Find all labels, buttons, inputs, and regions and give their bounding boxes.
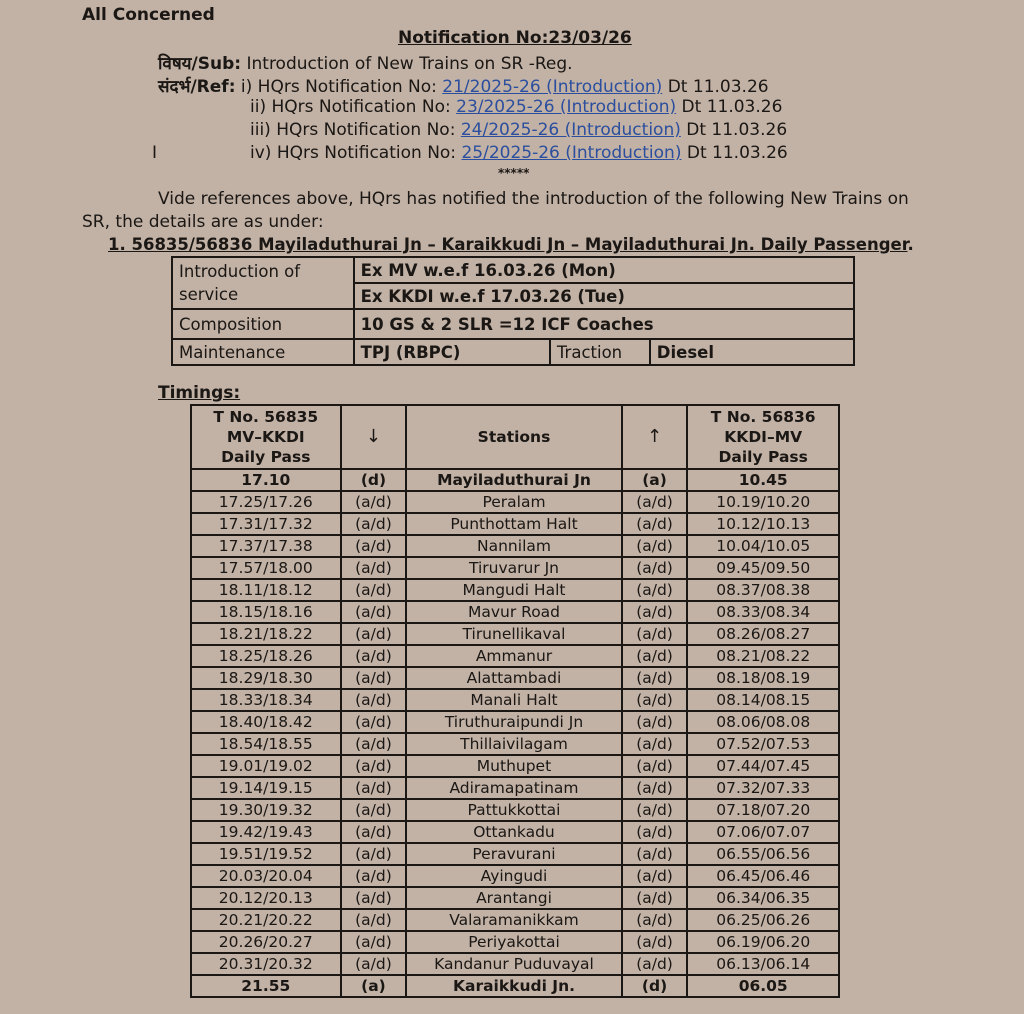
down-time: 19.14/19.15 xyxy=(191,777,341,799)
down-code: (a/d) xyxy=(341,931,407,953)
ref-line-1 xyxy=(158,74,769,97)
down-code: (a/d) xyxy=(341,953,407,975)
up-code: (a/d) xyxy=(622,931,688,953)
up-time: 10.45 xyxy=(687,469,839,491)
up-arrow-icon: ↑ xyxy=(622,405,688,469)
maintenance-value: TPJ (RBPC) xyxy=(354,339,550,365)
traction-value: Diesel xyxy=(650,339,854,365)
table-row xyxy=(191,953,839,975)
up-time: 08.26/08.27 xyxy=(687,623,839,645)
composition-value: 10 GS & 2 SLR =12 ICF Coaches xyxy=(354,309,854,339)
separator-stars: ***** xyxy=(498,166,530,180)
down-time: 20.21/20.22 xyxy=(191,909,341,931)
down-code: (a) xyxy=(341,975,407,997)
down-time: 21.55 xyxy=(191,975,341,997)
down-time: 20.31/20.32 xyxy=(191,953,341,975)
table-row xyxy=(191,821,839,843)
ref-label: संदर्भ/Ref: xyxy=(158,77,236,97)
up-time: 08.14/08.15 xyxy=(687,689,839,711)
up-time: 08.06/08.08 xyxy=(687,711,839,733)
down-code: (a/d) xyxy=(341,755,407,777)
subject-label: विषय/Sub: xyxy=(158,54,242,74)
station-name: Mavur Road xyxy=(406,601,621,623)
ref-num: iii) xyxy=(250,120,271,140)
table-row xyxy=(191,601,839,623)
table-row xyxy=(191,931,839,953)
station-name: Kandanur Puduvayal xyxy=(406,953,621,975)
train-title-end: . xyxy=(907,235,914,254)
up-time: 07.32/07.33 xyxy=(687,777,839,799)
up-time: 06.13/06.14 xyxy=(687,953,839,975)
table-row xyxy=(191,579,839,601)
down-code: (a/d) xyxy=(341,513,407,535)
up-code: (a/d) xyxy=(622,601,688,623)
down-code: (a/d) xyxy=(341,601,407,623)
station-name: Thillaivilagam xyxy=(406,733,621,755)
down-code: (a/d) xyxy=(341,689,407,711)
down-time: 17.10 xyxy=(191,469,341,491)
up-code: (a/d) xyxy=(622,645,688,667)
down-time: 17.25/17.26 xyxy=(191,491,341,513)
station-name: Manali Halt xyxy=(406,689,621,711)
up-time: 08.37/08.38 xyxy=(687,579,839,601)
up-code: (d) xyxy=(622,975,688,997)
up-time: 07.44/07.45 xyxy=(687,755,839,777)
notification-number: Notification No:23/03/26 xyxy=(398,28,632,48)
table-row xyxy=(191,777,839,799)
station-name: Muthupet xyxy=(406,755,621,777)
margin-mark: I xyxy=(152,143,158,163)
down-code: (a/d) xyxy=(341,887,407,909)
up-code: (a) xyxy=(622,469,688,491)
up-code: (a/d) xyxy=(622,755,688,777)
down-code: (a/d) xyxy=(341,645,407,667)
down-time: 18.40/18.42 xyxy=(191,711,341,733)
down-code: (a/d) xyxy=(341,557,407,579)
ref-num: iv) xyxy=(250,143,272,163)
down-train-route: MV–KKDI xyxy=(226,428,305,446)
down-time: 19.51/19.52 xyxy=(191,843,341,865)
ref-date: Dt 11.03.26 xyxy=(667,77,769,97)
station-name: Mangudi Halt xyxy=(406,579,621,601)
addressee: All Concerned xyxy=(82,5,215,25)
intro-line-2: SR, the details are as under: xyxy=(82,212,324,232)
down-time: 18.25/18.26 xyxy=(191,645,341,667)
down-time: 18.15/18.16 xyxy=(191,601,341,623)
ref-text: HQrs Notification No: xyxy=(271,97,451,117)
up-code: (a/d) xyxy=(622,799,688,821)
down-time: 20.03/20.04 xyxy=(191,865,341,887)
up-train-number: T No. 56836 xyxy=(710,408,816,426)
up-train-type: Daily Pass xyxy=(718,448,808,466)
ref-text: HQrs Notification No: xyxy=(257,77,437,97)
ref-num: i) xyxy=(240,77,253,97)
down-code: (a/d) xyxy=(341,821,407,843)
table-row xyxy=(191,711,839,733)
up-code: (a/d) xyxy=(622,513,688,535)
up-code: (a/d) xyxy=(622,865,688,887)
table-row xyxy=(191,843,839,865)
ref-text: HQrs Notification No: xyxy=(276,143,457,163)
train-title xyxy=(108,235,914,254)
station-name: Tiruthuraipundi Jn xyxy=(406,711,621,733)
up-time: 07.52/07.53 xyxy=(687,733,839,755)
table-row xyxy=(191,623,839,645)
ref-link[interactable]: 21/2025-26 (Introduction) xyxy=(442,77,663,97)
table-row xyxy=(191,645,839,667)
station-name: Pattukkottai xyxy=(406,799,621,821)
up-code: (a/d) xyxy=(622,711,688,733)
down-time: 17.57/18.00 xyxy=(191,557,341,579)
intro-label-2: service xyxy=(179,285,239,304)
down-code: (a/d) xyxy=(341,711,407,733)
down-time: 17.31/17.32 xyxy=(191,513,341,535)
station-name: Periyakottai xyxy=(406,931,621,953)
service-details-table xyxy=(171,256,855,366)
intro-label-1: Introduction of xyxy=(179,262,301,281)
up-time: 10.12/10.13 xyxy=(687,513,839,535)
up-train-route: KKDI–MV xyxy=(724,428,803,446)
up-time: 07.06/07.07 xyxy=(687,821,839,843)
station-name: Arantangi xyxy=(406,887,621,909)
station-name: Mayiladuthurai Jn xyxy=(406,469,621,491)
table-row xyxy=(191,865,839,887)
down-time: 18.54/18.55 xyxy=(191,733,341,755)
up-time: 08.33/08.34 xyxy=(687,601,839,623)
station-name: Nannilam xyxy=(406,535,621,557)
table-row xyxy=(172,339,854,365)
up-time: 10.04/10.05 xyxy=(687,535,839,557)
train-title-text: 1. 56835/56836 Mayiladuthurai Jn – Karaikkudi Jn – Mayiladuthurai Jn. Daily Passenger xyxy=(108,235,908,254)
up-time: 07.18/07.20 xyxy=(687,799,839,821)
down-code: (a/d) xyxy=(341,843,407,865)
station-name: Ammanur xyxy=(406,645,621,667)
down-code: (a/d) xyxy=(341,777,407,799)
station-name: Alattambadi xyxy=(406,667,621,689)
intro-value-2: Ex KKDI w.e.f 17.03.26 (Tue) xyxy=(354,283,854,309)
table-row xyxy=(191,667,839,689)
down-code: (a/d) xyxy=(341,667,407,689)
station-name: Ottankadu xyxy=(406,821,621,843)
traction-label: Traction xyxy=(550,339,650,365)
table-row xyxy=(191,689,839,711)
timings-title: Timings: xyxy=(158,383,241,403)
up-train-header xyxy=(687,405,839,469)
down-code: (a/d) xyxy=(341,799,407,821)
up-time: 06.05 xyxy=(687,975,839,997)
down-time: 18.11/18.12 xyxy=(191,579,341,601)
down-time: 17.37/17.38 xyxy=(191,535,341,557)
down-train-type: Daily Pass xyxy=(221,448,311,466)
ref-text: HQrs Notification No: xyxy=(276,120,456,140)
subject-line xyxy=(158,51,573,74)
subject-text: Introduction of New Trains on SR -Reg. xyxy=(246,54,573,74)
intro-value-1: Ex MV w.e.f 16.03.26 (Mon) xyxy=(354,257,854,283)
ref-line-2 xyxy=(250,97,782,117)
down-time: 18.33/18.34 xyxy=(191,689,341,711)
down-code: (a/d) xyxy=(341,535,407,557)
up-code: (a/d) xyxy=(622,667,688,689)
up-time: 10.19/10.20 xyxy=(687,491,839,513)
up-code: (a/d) xyxy=(622,821,688,843)
up-time: 06.55/06.56 xyxy=(687,843,839,865)
up-code: (a/d) xyxy=(622,579,688,601)
station-name: Karaikkudi Jn. xyxy=(406,975,621,997)
stations-header: Stations xyxy=(406,405,621,469)
up-time: 09.45/09.50 xyxy=(687,557,839,579)
up-code: (a/d) xyxy=(622,491,688,513)
up-code: (a/d) xyxy=(622,535,688,557)
table-row xyxy=(191,887,839,909)
up-time: 08.18/08.19 xyxy=(687,667,839,689)
ref-date: Dt 11.03.26 xyxy=(681,97,783,117)
maintenance-label: Maintenance xyxy=(172,339,354,365)
table-row xyxy=(191,799,839,821)
station-name: Punthottam Halt xyxy=(406,513,621,535)
down-code: (a/d) xyxy=(341,623,407,645)
ref-line-4 xyxy=(250,143,788,163)
up-time: 06.19/06.20 xyxy=(687,931,839,953)
down-time: 20.12/20.13 xyxy=(191,887,341,909)
up-time: 08.21/08.22 xyxy=(687,645,839,667)
table-row xyxy=(191,975,839,997)
table-row xyxy=(172,257,854,283)
down-train-header xyxy=(191,405,341,469)
station-name: Peralam xyxy=(406,491,621,513)
down-code: (a/d) xyxy=(341,733,407,755)
up-code: (a/d) xyxy=(622,623,688,645)
station-name: Valaramanikkam xyxy=(406,909,621,931)
up-code: (a/d) xyxy=(622,953,688,975)
ref-link[interactable]: 23/2025-26 (Introduction) xyxy=(456,97,677,117)
up-code: (a/d) xyxy=(622,909,688,931)
timings-table xyxy=(190,404,840,998)
up-code: (a/d) xyxy=(622,777,688,799)
down-time: 19.01/19.02 xyxy=(191,755,341,777)
down-time: 18.21/18.22 xyxy=(191,623,341,645)
down-time: 18.29/18.30 xyxy=(191,667,341,689)
down-time: 20.26/20.27 xyxy=(191,931,341,953)
down-code: (a/d) xyxy=(341,865,407,887)
down-arrow-icon: ↓ xyxy=(341,405,407,469)
ref-link[interactable]: 25/2025-26 (Introduction) xyxy=(461,143,682,163)
station-name: Adiramapatinam xyxy=(406,777,621,799)
intro-line-1: Vide references above, HQrs has notified the introduction of the following New Trains on xyxy=(158,189,909,209)
ref-date: Dt 11.03.26 xyxy=(686,143,788,163)
table-row xyxy=(191,535,839,557)
table-row xyxy=(191,491,839,513)
station-name: Tiruvarur Jn xyxy=(406,557,621,579)
ref-line-3 xyxy=(250,120,787,140)
up-code: (a/d) xyxy=(622,689,688,711)
ref-link[interactable]: 24/2025-26 (Introduction) xyxy=(460,120,681,140)
down-time: 19.42/19.43 xyxy=(191,821,341,843)
table-row xyxy=(191,469,839,491)
table-row xyxy=(191,513,839,535)
station-name: Ayingudi xyxy=(406,865,621,887)
timings-header-row xyxy=(191,405,839,469)
station-name: Tirunellikaval xyxy=(406,623,621,645)
table-row xyxy=(191,557,839,579)
down-train-number: T No. 56835 xyxy=(213,408,319,426)
table-row xyxy=(172,309,854,339)
up-time: 06.34/06.35 xyxy=(687,887,839,909)
composition-label: Composition xyxy=(172,309,354,339)
ref-date: Dt 11.03.26 xyxy=(686,120,788,140)
down-code: (a/d) xyxy=(341,579,407,601)
down-code: (a/d) xyxy=(341,909,407,931)
table-row xyxy=(191,733,839,755)
up-time: 06.45/06.46 xyxy=(687,865,839,887)
ref-num: ii) xyxy=(250,97,267,117)
down-code: (a/d) xyxy=(341,491,407,513)
up-code: (a/d) xyxy=(622,557,688,579)
table-row xyxy=(191,909,839,931)
station-name: Peravurani xyxy=(406,843,621,865)
up-time: 06.25/06.26 xyxy=(687,909,839,931)
up-code: (a/d) xyxy=(622,843,688,865)
down-time: 19.30/19.32 xyxy=(191,799,341,821)
down-code: (d) xyxy=(341,469,407,491)
up-code: (a/d) xyxy=(622,733,688,755)
table-row xyxy=(191,755,839,777)
up-code: (a/d) xyxy=(622,887,688,909)
intro-label-cell xyxy=(172,257,354,309)
